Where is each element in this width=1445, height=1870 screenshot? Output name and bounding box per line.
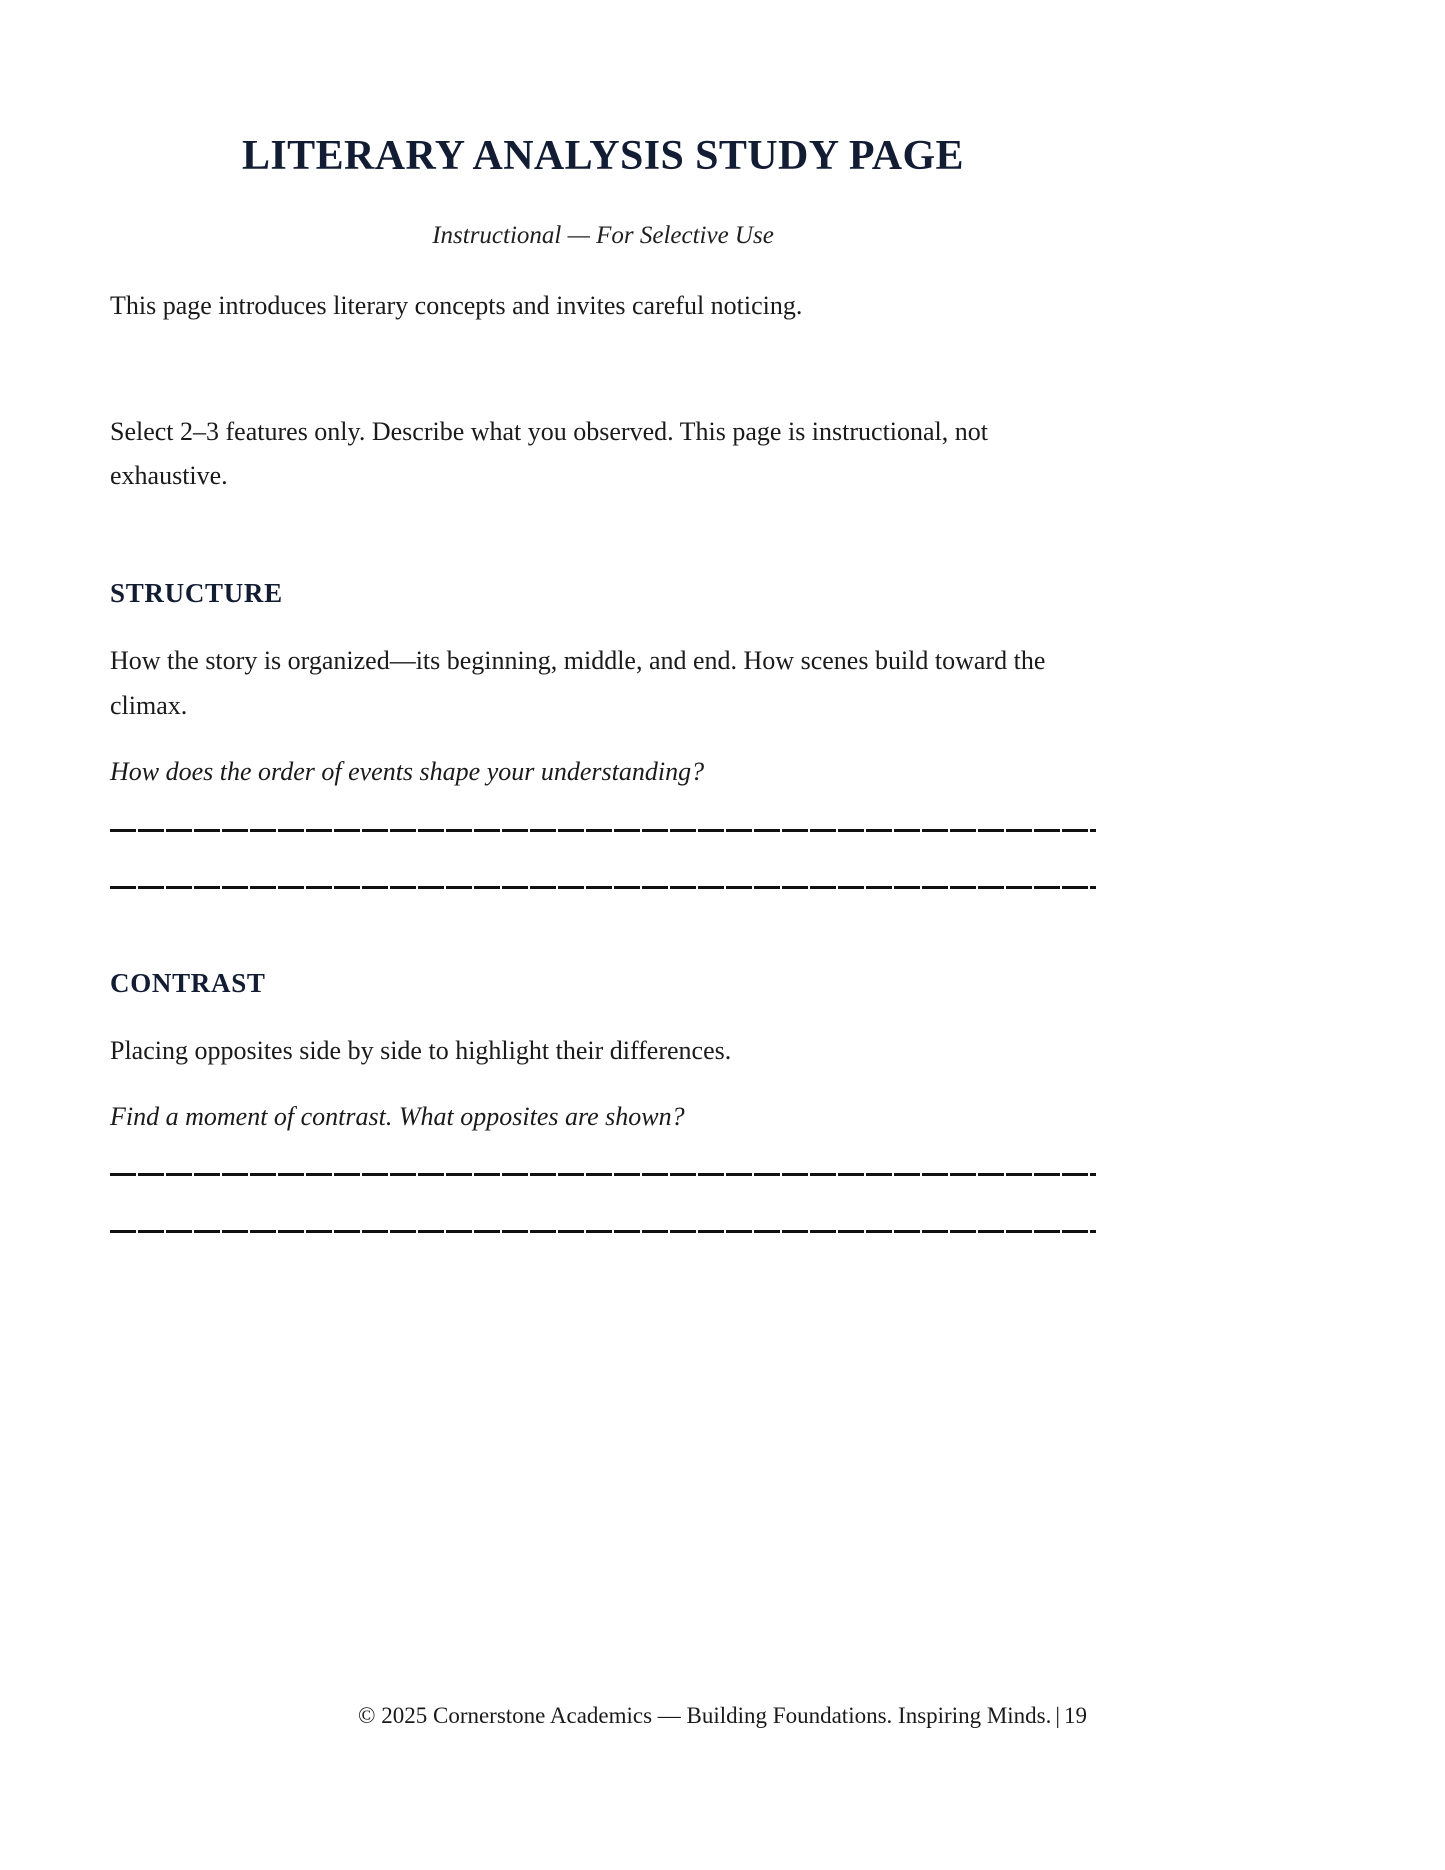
section-heading-contrast: CONTRAST xyxy=(110,967,266,998)
answer-line[interactable] xyxy=(110,1230,1096,1233)
answer-lines-structure[interactable] xyxy=(110,793,1096,889)
page-subtitle: Instructional — For Selective Use xyxy=(432,222,774,250)
instructions-paragraph: Select 2–3 features only. Describe what you observed. This page is instructional, not exhaustive. xyxy=(110,416,989,491)
section-body-contrast: Placing opposites side by side to highlight their differences. xyxy=(110,1035,732,1065)
page-title: LITERARY ANALYSIS STUDY PAGE xyxy=(242,133,964,179)
section-structure xyxy=(110,499,1096,888)
intro-paragraph: This page introduces literary concepts and invites careful noticing. xyxy=(110,290,803,320)
footer-copyright: © 2025 Cornerstone Academics — Building Foundations. Inspiring Minds. xyxy=(358,1703,1052,1728)
section-prompt-structure: How does the order of events shape your understanding? xyxy=(110,756,705,786)
footer-page-number: 19 xyxy=(1064,1703,1087,1728)
footer-separator: | xyxy=(1055,1703,1060,1728)
page-content xyxy=(110,0,1096,1233)
answer-lines-contrast[interactable] xyxy=(110,1137,1096,1233)
section-contrast xyxy=(110,889,1096,1234)
page-footer xyxy=(0,1700,1445,1732)
section-body-structure: How the story is organized—its beginning, middle, and end. How scenes build toward the climax. xyxy=(110,646,1046,721)
section-prompt-contrast: Find a moment of contrast. What opposites are shown? xyxy=(110,1101,685,1131)
section-heading-structure: STRUCTURE xyxy=(110,578,283,609)
answer-line[interactable] xyxy=(110,1173,1096,1176)
answer-line[interactable] xyxy=(110,829,1096,832)
